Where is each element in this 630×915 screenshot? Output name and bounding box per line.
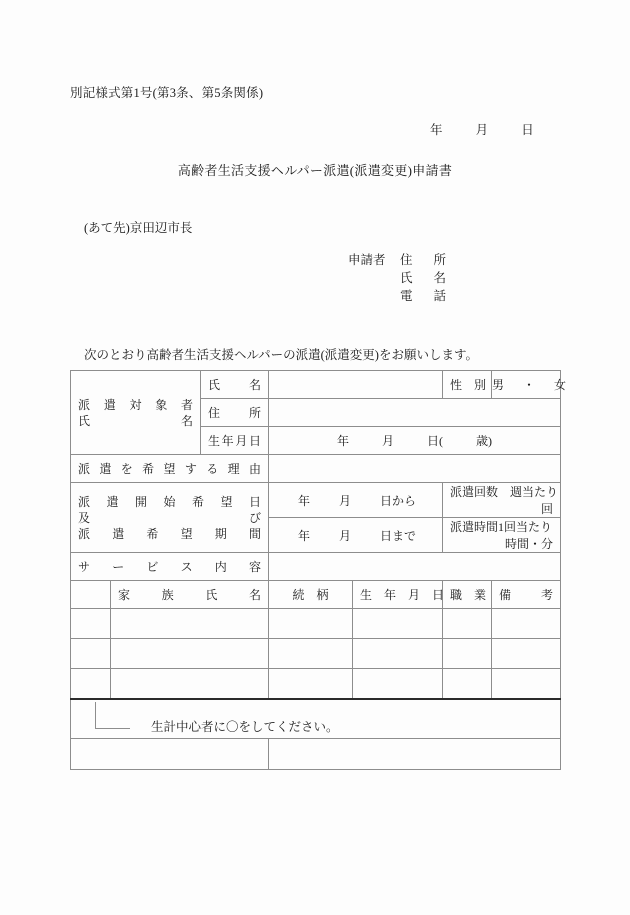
family-row-2-relation[interactable]: [269, 639, 353, 669]
family-header-relation: 続 柄: [292, 588, 329, 602]
start-year-label: 年: [297, 493, 310, 508]
gender-label-cell: [443, 371, 492, 399]
target-address-sublabel: 住 所: [208, 406, 262, 420]
applicant-block: [348, 250, 446, 304]
reason-label-cell: [71, 455, 269, 483]
form-number: 別記様式第1号(第3条、第5条関係): [70, 86, 264, 100]
family-header-occupation: 職 業: [450, 588, 487, 602]
service-label: サービス内容: [78, 560, 262, 574]
start-day-label: 日から: [380, 493, 417, 508]
period-end-date-cell[interactable]: [269, 518, 443, 553]
target-name-row: [71, 371, 561, 399]
family-header-remarks-cell: [492, 581, 561, 609]
final-row: [71, 739, 561, 770]
target-address-value-cell[interactable]: [269, 399, 561, 427]
applicant-address-row: [348, 250, 446, 268]
service-value-cell[interactable]: [269, 553, 561, 581]
family-row-1-occupation[interactable]: [443, 609, 492, 639]
date-year-label: 年: [430, 123, 443, 137]
lead-text: 次のとおり高齢者生活支援ヘルパーの派遣(派遣変更)をお願いします。: [84, 348, 478, 362]
applicant-tag: 申請者: [348, 253, 386, 267]
family-row-2-remarks[interactable]: [492, 639, 561, 669]
period-label-cell: [71, 483, 269, 553]
note-row: [71, 699, 561, 739]
applicant-address-label: 住 所: [400, 253, 446, 267]
page-title: 高齢者生活支援ヘルパー派遣(派遣変更)申請書: [177, 163, 453, 178]
addressee: (あて先)京田辺市長: [84, 221, 193, 235]
family-row-2-dob[interactable]: [353, 639, 443, 669]
target-dob-field: [269, 432, 560, 449]
family-header-remarks: 備 考: [499, 588, 554, 602]
period-label: [71, 494, 268, 542]
dob-month-label: 月: [382, 434, 395, 448]
target-person-label: [71, 397, 200, 429]
family-header-name: 家 族 氏 名: [118, 588, 262, 602]
target-dob-value-cell[interactable]: [269, 427, 561, 455]
period-start-row: [71, 483, 561, 518]
dispatch-duration-label: 派遣時間1回当たり: [450, 520, 553, 534]
dispatch-frequency-cell[interactable]: [443, 483, 561, 518]
family-header-mark-cell: [71, 581, 111, 609]
application-table: [70, 370, 567, 770]
family-header-dob-cell: [353, 581, 443, 609]
target-dob-sublabel-cell: [201, 427, 269, 455]
dispatch-frequency-middle: 週当たり: [510, 485, 559, 499]
end-month-label: 月: [338, 528, 351, 543]
gender-label: 性 別: [450, 378, 487, 392]
final-row-right-cell[interactable]: [269, 739, 561, 770]
family-row-1-mark[interactable]: [71, 609, 111, 639]
dob-age-label: 歳): [476, 434, 493, 448]
end-day-label: 日まで: [380, 528, 417, 543]
date-day-label: 日: [521, 123, 534, 137]
period-label-line-1: 派遣開始希望日: [78, 494, 262, 509]
dob-year-label: 年: [337, 434, 350, 448]
period-label-line-2: 及 び: [78, 510, 262, 525]
target-name-sublabel: 氏 名: [208, 378, 262, 392]
period-start-date-cell[interactable]: [269, 483, 443, 518]
target-name-value-cell[interactable]: [269, 371, 443, 399]
date-month-label: 月: [475, 123, 489, 137]
family-row-3-dob[interactable]: [353, 669, 443, 700]
bracket-elbow-icon: [95, 702, 130, 729]
family-row-3-mark[interactable]: [71, 669, 111, 700]
family-row-2-name[interactable]: [111, 639, 269, 669]
family-row-1-name[interactable]: [111, 609, 269, 639]
gender-option-male[interactable]: 男: [492, 378, 505, 392]
applicant-phone-row: [348, 286, 446, 304]
dob-day-label: 日(: [427, 434, 444, 448]
family-header-name-cell: [111, 581, 269, 609]
date-line: [430, 120, 534, 138]
family-row-2-mark[interactable]: [71, 639, 111, 669]
service-label-cell: [71, 553, 269, 581]
dispatch-duration-cell[interactable]: [443, 518, 561, 553]
note-text: 生計中心者に〇をしてください。: [151, 720, 339, 734]
service-row: [71, 553, 561, 581]
dispatch-duration-field: [443, 518, 560, 551]
family-row-3-name[interactable]: [111, 669, 269, 700]
target-name-sublabel-cell: [201, 371, 269, 399]
target-person-label-line-2: 氏 名: [78, 413, 194, 428]
table-row: [71, 669, 561, 700]
gender-option-female[interactable]: 女: [554, 378, 567, 392]
end-year-label: 年: [297, 528, 310, 543]
dispatch-frequency-label: 派遣回数: [450, 485, 499, 499]
period-end-date-field: [269, 527, 442, 544]
table-row: [71, 639, 561, 669]
period-start-date-field: [269, 492, 442, 509]
final-row-left-cell[interactable]: [71, 739, 269, 770]
family-header-relation-cell: [269, 581, 353, 609]
target-address-sublabel-cell: [201, 399, 269, 427]
dispatch-frequency-field: [443, 483, 560, 516]
family-row-3-occupation[interactable]: [443, 669, 492, 700]
start-month-label: 月: [338, 493, 351, 508]
target-person-label-cell: [71, 371, 201, 455]
dispatch-frequency-unit: 回: [541, 502, 554, 516]
family-row-3-relation[interactable]: [269, 669, 353, 700]
dispatch-duration-unit: 時間・分: [505, 537, 554, 551]
family-row-2-occupation[interactable]: [443, 639, 492, 669]
gender-options: [492, 376, 567, 393]
period-label-line-3: 派遣希望期間: [78, 526, 262, 541]
target-dob-sublabel: 生年月日: [208, 434, 262, 448]
note-cell: [71, 699, 561, 739]
gender-separator: ・: [523, 378, 536, 392]
family-row-1-dob[interactable]: [353, 609, 443, 639]
family-row-1-remarks[interactable]: [492, 609, 561, 639]
gender-options-cell[interactable]: [492, 371, 567, 399]
family-header-dob: 生 年 月 日: [360, 588, 445, 602]
reason-label: 派遣を希望する理由: [78, 462, 262, 476]
family-row-3-remarks[interactable]: [492, 669, 561, 700]
applicant-phone-label: 電 話: [400, 289, 446, 303]
family-header-occupation-cell: [443, 581, 492, 609]
reason-row: [71, 455, 561, 483]
target-person-label-line-1: 派遣対象者: [78, 397, 194, 412]
reason-value-cell[interactable]: [269, 455, 561, 483]
family-header-row: [71, 581, 561, 609]
family-row-1-relation[interactable]: [269, 609, 353, 639]
table-row: [71, 609, 561, 639]
applicant-name-label: 氏 名: [400, 271, 446, 285]
applicant-name-row: [348, 268, 446, 286]
